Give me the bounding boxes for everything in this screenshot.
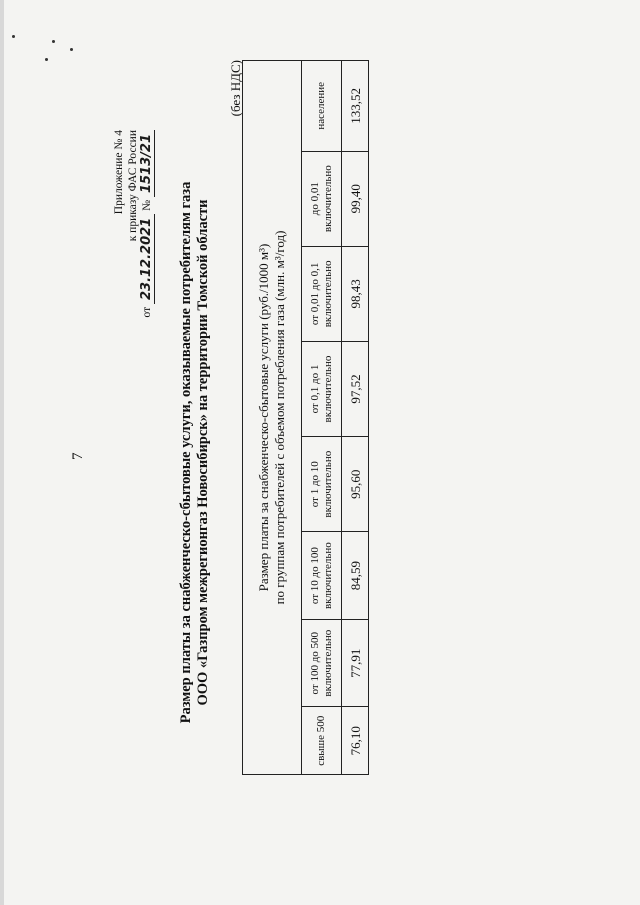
appendix-order: к приказу ФАС России	[127, 130, 139, 242]
group-label: от 100 до 500 включительно	[302, 619, 342, 707]
group-label: население	[302, 61, 342, 152]
table-header-line-2: по группам потребителей с объемом потребления газа (млн. м³/год)	[272, 230, 287, 605]
date-prefix: от	[141, 306, 153, 318]
tariff-table	[242, 60, 369, 775]
tariff-value: 84,59	[342, 532, 369, 620]
value-row	[342, 61, 369, 775]
group-label: от 0,1 до 1 включительно	[302, 341, 342, 436]
handwritten-date: 23.12.2021	[139, 214, 155, 304]
group-label: до 0,01 включительно	[302, 151, 342, 246]
heading-line-1: Размер платы за снабженческо-сбытовые услуги, оказываемые потребителям газа	[178, 181, 194, 724]
page-number: 7	[70, 452, 86, 460]
table-header-line-1: Размер платы за снабженческо-сбытовые услуги (руб./1000 м³)	[256, 243, 271, 592]
group-label: от 10 до 100 включительно	[302, 532, 342, 620]
group-label: свыше 500	[302, 707, 342, 775]
handwritten-number: 1513/21	[139, 130, 155, 197]
tariff-value: 133,52	[342, 61, 369, 152]
heading-line-2: ООО «Газпром межрегионгаз Новосибирск» на территории Томской области	[195, 199, 211, 706]
tariff-value: 97,52	[342, 341, 369, 436]
appendix-block	[112, 130, 154, 318]
tariff-value: 95,60	[342, 437, 369, 532]
tariff-value: 99,40	[342, 151, 369, 246]
document-heading	[178, 0, 212, 905]
group-row	[302, 61, 342, 775]
group-label: от 1 до 10 включительно	[302, 437, 342, 532]
group-label: от 0,01 до 0,1 включительно	[302, 246, 342, 341]
number-prefix: №	[141, 199, 153, 211]
table-header	[243, 61, 302, 775]
tariff-value: 76,10	[342, 707, 369, 775]
vat-note: (без НДС)	[228, 60, 243, 117]
appendix-title: Приложение № 4	[113, 130, 125, 215]
tariff-value: 98,43	[342, 246, 369, 341]
tariff-value: 77,91	[342, 619, 369, 707]
appendix-date-line	[140, 130, 154, 318]
